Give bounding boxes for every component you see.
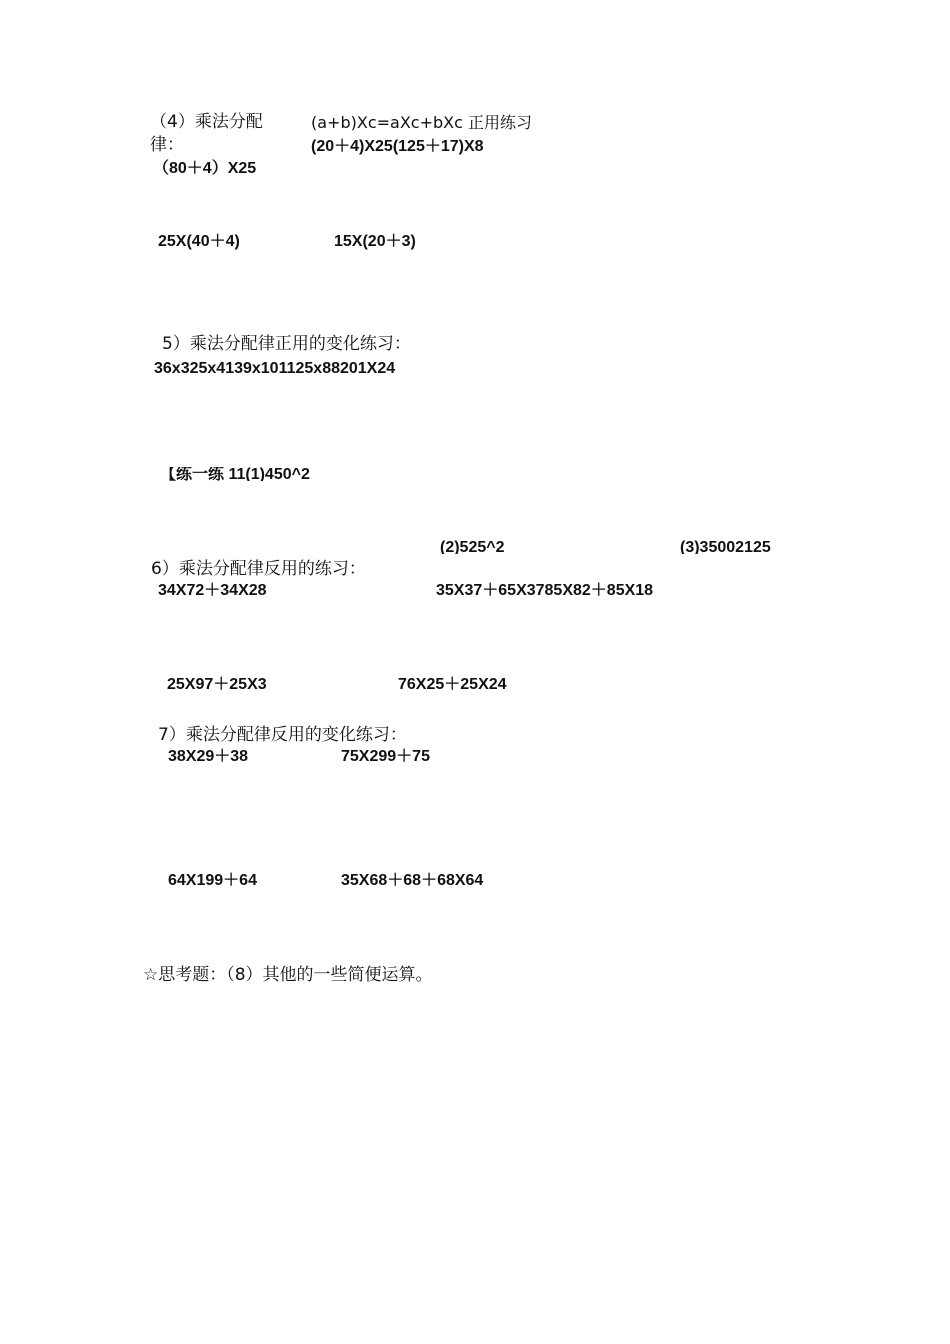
distributive-law-formula: (a+b)Xc=aXc+bXc 正用练习 <box>311 113 532 132</box>
practice-item-2: (2)525^2 <box>440 540 505 554</box>
section4-problem-row1-right: (20＋4)X25(125＋17)X8 <box>311 138 484 155</box>
section5-heading: 5）乘法分配律正用的变化练习： <box>162 334 411 354</box>
section6-problem-row1-right: 35X37＋65X3785X82＋85X18 <box>436 582 654 599</box>
section4-heading-line1: （4）乘法分配 <box>150 112 263 132</box>
thinking-question: ☆思考题：（8）其他的一些简便运算。 <box>143 965 433 985</box>
section6-problem-row1-left: 34X72＋34X28 <box>158 582 267 599</box>
practice-item-3: (3)35002125 <box>680 540 771 554</box>
section4-problem-row1-left: （80＋4）X25 <box>153 160 257 177</box>
section7-problem-row1-left: 38X29＋38 <box>168 748 249 765</box>
section7-problem-row1-right: 75X299＋75 <box>341 748 430 765</box>
section4-problem-row2-left: 25X(40＋4) <box>158 233 240 250</box>
section5-problems: 36x325x4139x101125x88201X24 <box>154 360 396 377</box>
section7-heading: 7）乘法分配律反用的变化练习： <box>158 725 407 745</box>
section4-problem-row2-right: 15X(20＋3) <box>334 233 416 250</box>
section6-heading: 6）乘法分配律反用的练习： <box>151 559 366 579</box>
section4-heading-line2: 律： <box>150 135 184 155</box>
practice-label: 【练一练 11(1)450^2 <box>160 467 310 481</box>
section6-problem-row2-right: 76X25＋25X24 <box>398 676 507 693</box>
section6-problem-row2-left: 25X97＋25X3 <box>167 676 267 693</box>
section7-problem-row2-right: 35X68＋68＋68X64 <box>341 872 484 889</box>
section7-problem-row2-left: 64X199＋64 <box>168 872 257 889</box>
